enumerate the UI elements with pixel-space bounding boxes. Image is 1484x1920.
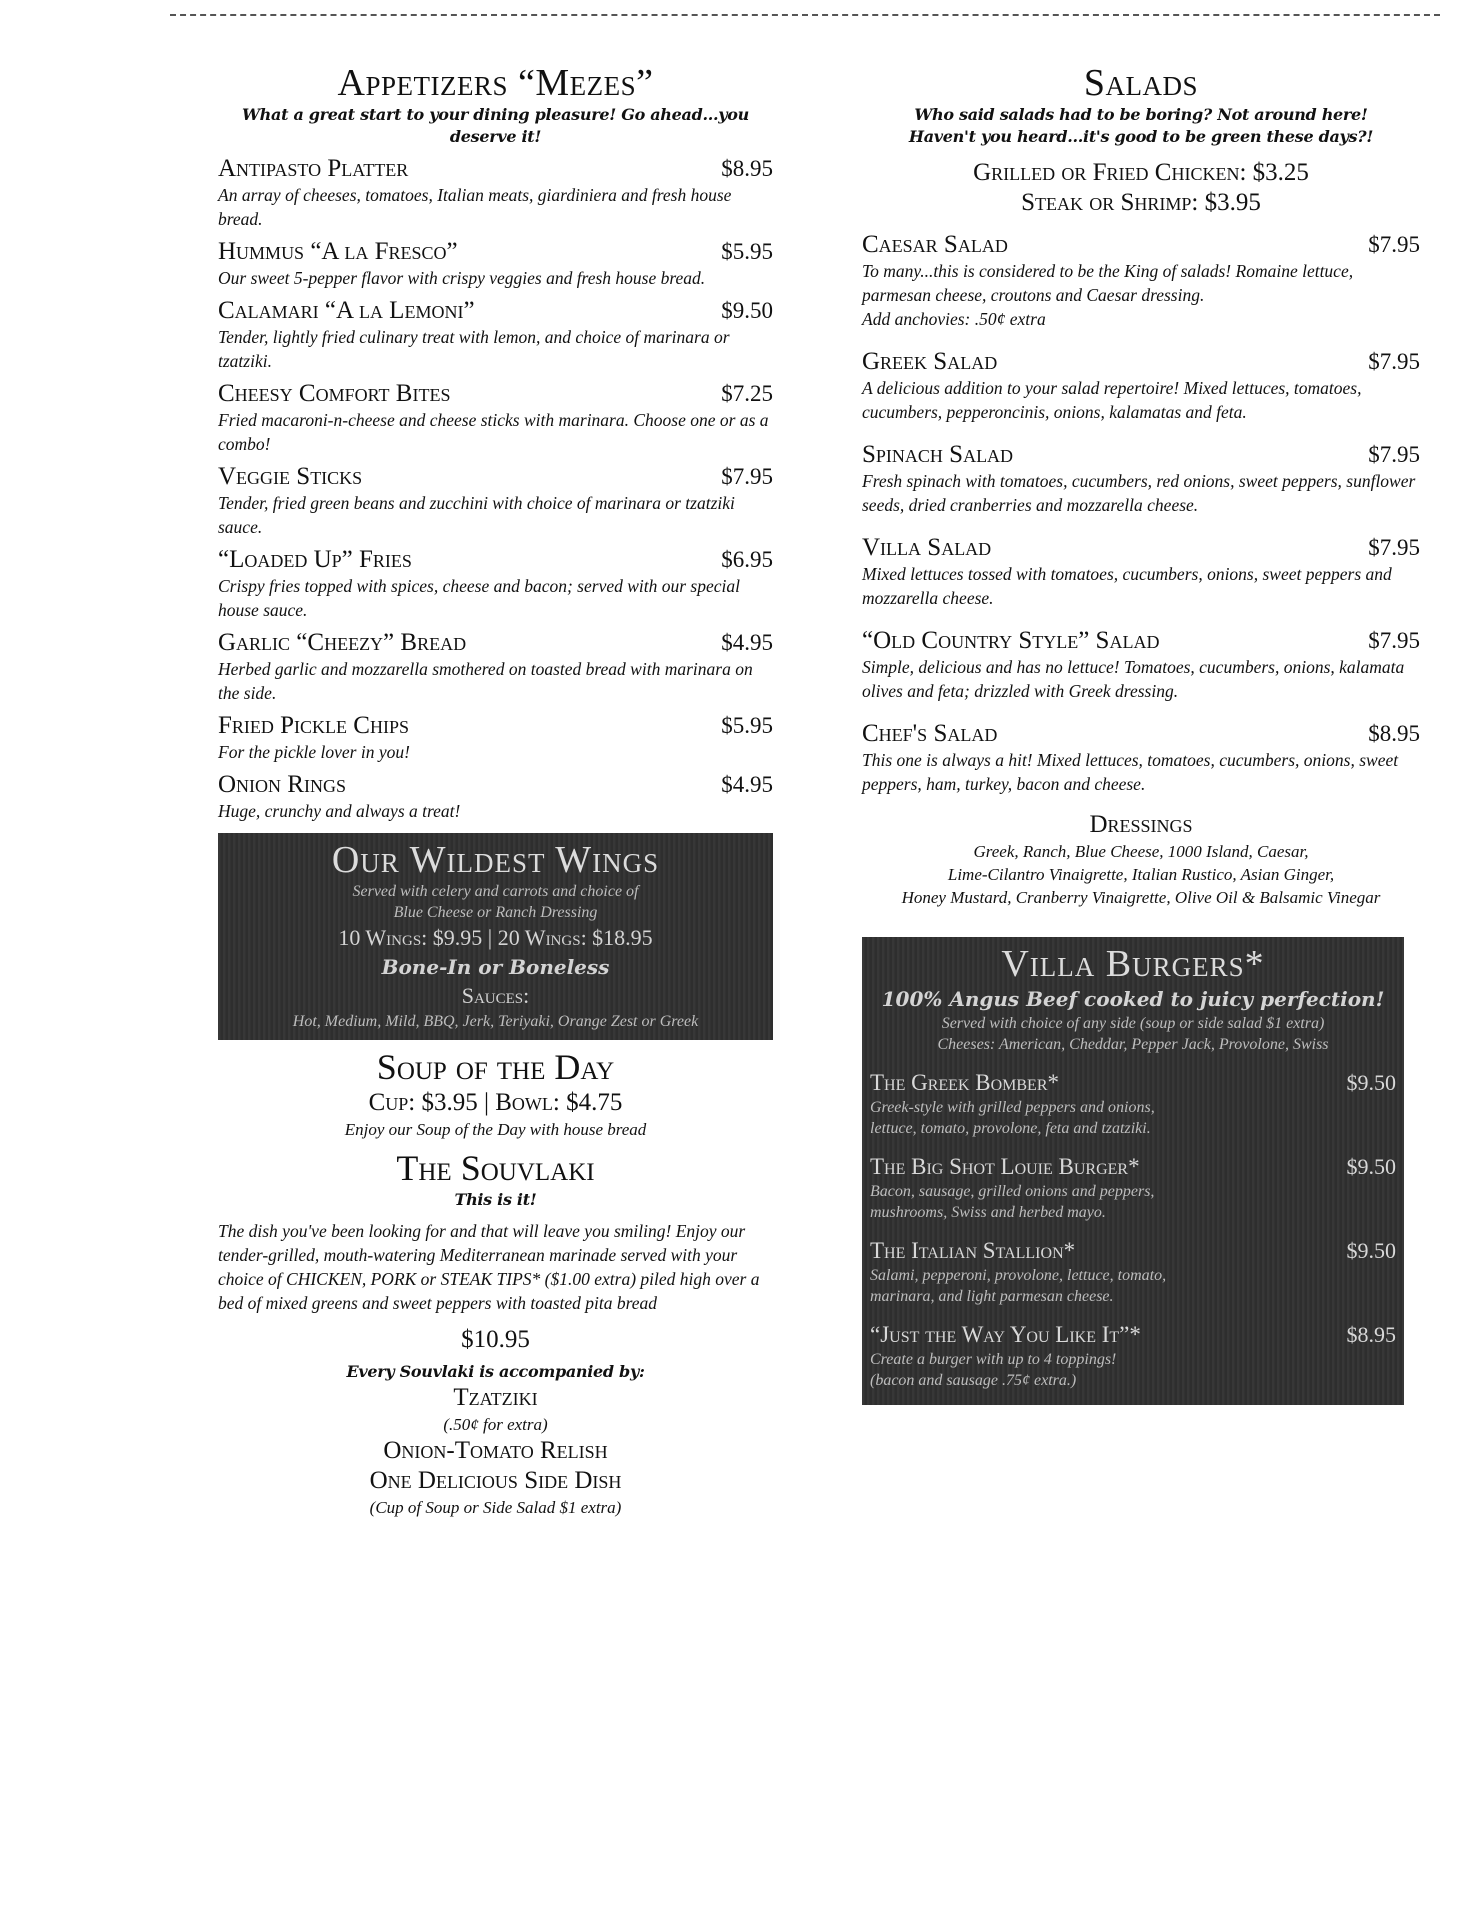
burger-item: [870, 1321, 1396, 1391]
burger-item: [870, 1153, 1396, 1223]
burger-desc-2: lettuce, tomato, provolone, feta and tzatziki.: [870, 1120, 1151, 1137]
item-price: $7.95: [1368, 628, 1420, 653]
item-price: $5.95: [721, 713, 773, 738]
salads-tagline-2: Haven't you heard...it's good to be green these days?!: [908, 127, 1374, 146]
item-price: $6.95: [721, 547, 773, 572]
dressings-line-2: Lime-Cilantro Vinaigrette, Italian Rustico, Asian Ginger,: [947, 865, 1335, 884]
menu-item: [862, 626, 1420, 703]
burger-desc-2: (bacon and sausage .75¢ extra.): [870, 1372, 1077, 1389]
burgers-title: Villa Burgers*: [1001, 943, 1265, 985]
item-price: $4.95: [721, 772, 773, 797]
soup-description: Enjoy our Soup of the Day with house bread: [344, 1120, 647, 1139]
item-description: Fresh spinach with tomatoes, cucumbers, red onions, sweet peppers, sunflower seeds, dried cranberries and mozzarella cheese.: [862, 471, 1416, 515]
menu-item: [218, 628, 773, 705]
item-description: Simple, delicious and has no lettuce! Tomatoes, cucumbers, onions, kalamata olives and feta; drizzled with Greek dressing.: [862, 657, 1405, 701]
item-name: Caesar Salad: [862, 231, 1008, 258]
item-name: Calamari “A la Lemoni”: [218, 297, 475, 324]
item-name: Spinach Salad: [862, 441, 1014, 468]
wings-box: [218, 833, 773, 1040]
salads-addon-steak: Steak or Shrimp: $3.95: [1021, 189, 1261, 216]
item-description: A delicious addition to your salad repertoire! Mixed lettuces, tomatoes, cucumbers, pepperoncinis, onions, kalamatas and feta.: [862, 378, 1362, 422]
item-name: Chef's Salad: [862, 720, 998, 747]
item-description: To many...this is considered to be the King of salads! Romaine lettuce, parmesan cheese, croutons and Caesar dressing.: [862, 261, 1354, 305]
wings-style: Bone-In or Boneless: [381, 955, 610, 979]
menu-item: [218, 154, 773, 231]
item-price: $7.95: [721, 464, 773, 489]
scan-top-line: [170, 14, 1440, 16]
burger-name: “Just the Way You Like It”*: [870, 1322, 1141, 1347]
burgers-sub2: Cheeses: American, Cheddar, Pepper Jack, Provolone, Swiss: [937, 1036, 1329, 1053]
souvlaki-section: [218, 1147, 773, 1519]
menu-item: [218, 237, 773, 290]
burger-price: $8.95: [1346, 1322, 1396, 1347]
item-description: Huge, crunchy and always a treat!: [218, 801, 461, 821]
menu-item: [218, 545, 773, 622]
souvlaki-accompanied: Every Souvlaki is accompanied by:: [346, 1362, 645, 1381]
item-price: $4.95: [721, 630, 773, 655]
left-column: [218, 62, 773, 1519]
burgers-sub1: Served with choice of any side (soup or side salad $1 extra): [941, 1015, 1325, 1032]
item-description: For the pickle lover in you!: [218, 742, 410, 762]
item-description: Our sweet 5-pepper flavor with crispy veggies and fresh house bread.: [218, 268, 706, 288]
item-price: $7.25: [721, 381, 773, 406]
salads-list: [862, 230, 1420, 796]
burger-desc-1: Create a burger with up to 4 toppings!: [870, 1351, 1117, 1368]
item-name: “Loaded Up” Fries: [218, 546, 412, 573]
burger-desc-1: Greek-style with grilled peppers and onions,: [870, 1099, 1155, 1116]
menu-item: [218, 379, 773, 456]
wings-sub1: Served with celery and carrots and choice of: [352, 883, 639, 900]
burger-desc-1: Bacon, sausage, grilled onions and peppers,: [870, 1183, 1155, 1200]
menu-item: [862, 533, 1420, 610]
menu-item: [218, 462, 773, 539]
burger-item: [870, 1237, 1396, 1307]
salads-title: Salads: [1083, 62, 1199, 104]
burger-price: $9.50: [1346, 1154, 1396, 1179]
salads-addon-chicken: Grilled or Fried Chicken: $3.25: [973, 159, 1309, 186]
item-name: Antipasto Platter: [218, 155, 409, 182]
item-price: $8.95: [1368, 721, 1420, 746]
burger-name: The Big Shot Louie Burger*: [870, 1154, 1140, 1179]
item-description: An array of cheeses, tomatoes, Italian meats, giardiniera and fresh house bread.: [218, 185, 732, 229]
item-description: Mixed lettuces tossed with tomatoes, cucumbers, onions, sweet peppers and mozzarella cheese.: [862, 564, 1392, 608]
item-description: Crispy fries topped with spices, cheese and bacon; served with our special house sauce.: [218, 576, 741, 620]
item-price: $8.95: [721, 156, 773, 181]
menu-item: [862, 347, 1420, 424]
item-price: $5.95: [721, 239, 773, 264]
salads-tagline-1: Who said salads had to be boring? Not around here!: [914, 105, 1368, 124]
souvlaki-acc-side-note: (Cup of Soup or Side Salad $1 extra): [369, 1498, 622, 1517]
souvlaki-acc-tzatziki-note: (.50¢ for extra): [443, 1415, 548, 1434]
souvlaki-acc-relish: Onion-Tomato Relish: [383, 1437, 608, 1464]
item-price: $9.50: [721, 298, 773, 323]
burger-desc-2: mushrooms, Swiss and herbed mayo.: [870, 1204, 1106, 1221]
menu-item: [862, 230, 1420, 331]
item-description: Tender, lightly fried culinary treat with lemon, and choice of marinara or tzatziki.: [218, 327, 730, 371]
item-name: Onion Rings: [218, 771, 346, 798]
appetizers-title: Appetizers “Mezes”: [337, 62, 654, 104]
burger-desc-1: Salami, pepperoni, provolone, lettuce, tomato,: [870, 1267, 1167, 1284]
burger-desc-2: marinara, and light parmesan cheese.: [870, 1288, 1114, 1305]
souvlaki-acc-side: One Delicious Side Dish: [369, 1467, 622, 1494]
item-price: $7.95: [1368, 349, 1420, 374]
menu-item: [218, 296, 773, 373]
item-name: Veggie Sticks: [218, 463, 363, 490]
burgers-box: [862, 937, 1404, 1405]
item-price: $7.95: [1368, 232, 1420, 257]
soup-prices: Cup: $3.95 | Bowl: $4.75: [368, 1089, 623, 1116]
item-extra: Add anchovies: .50¢ extra: [862, 309, 1046, 329]
burger-price: $9.50: [1346, 1070, 1396, 1095]
soup-title: Soup of the Day: [376, 1047, 615, 1087]
menu-item: [862, 719, 1420, 796]
souvlaki-description: The dish you've been looking for and that will leave you smiling! Enjoy our tender-grilled, mouth-watering Mediterranean marinade served with your choice of CHICKEN, PORK or STEAK TIPS* ($1.00 extra) piled high over a bed of mixed greens and sweet peppers with toasted pita bread: [218, 1221, 760, 1313]
wings-sauces-title: Sauces:: [461, 983, 530, 1008]
item-price: $7.95: [1368, 535, 1420, 560]
burgers-tagline: 100% Angus Beef cooked to juicy perfection!: [881, 987, 1385, 1011]
menu-item: [862, 440, 1420, 517]
item-name: “Old Country Style” Salad: [862, 627, 1160, 654]
souvlaki-price: $10.95: [461, 1326, 530, 1353]
item-name: Hummus “A la Fresco”: [218, 238, 458, 265]
right-column: [862, 62, 1420, 1405]
dressings-title: Dressings: [1089, 811, 1193, 838]
dressings-line-3: Honey Mustard, Cranberry Vinaigrette, Olive Oil & Balsamic Vinegar: [901, 888, 1381, 907]
appetizers-list: [218, 154, 773, 823]
burger-name: The Italian Stallion*: [870, 1238, 1076, 1263]
menu-item: [218, 770, 773, 823]
appetizers-tagline: What a great start to your dining pleasure! Go ahead...you deserve it!: [242, 105, 749, 146]
item-description: Tender, fried green beans and zucchini with choice of marinara or tzatziki sauce.: [218, 493, 735, 537]
item-name: Fried Pickle Chips: [218, 712, 409, 739]
dressings-line-1: Greek, Ranch, Blue Cheese, 1000 Island, Caesar,: [973, 842, 1309, 861]
wings-sauces: Hot, Medium, Mild, BBQ, Jerk, Teriyaki, Orange Zest or Greek: [292, 1013, 699, 1030]
souvlaki-tagline: This is it!: [454, 1190, 537, 1209]
wings-sub2: Blue Cheese or Ranch Dressing: [393, 904, 598, 921]
burger-price: $9.50: [1346, 1238, 1396, 1263]
item-name: Garlic “Cheezy” Bread: [218, 629, 467, 656]
item-description: Fried macaroni-n-cheese and cheese sticks with marinara. Choose one or as a combo!: [218, 410, 769, 454]
wings-prices: 10 Wings: $9.95 | 20 Wings: $18.95: [338, 925, 653, 950]
item-description: Herbed garlic and mozzarella smothered on toasted bread with marinara on the side.: [218, 659, 753, 703]
item-name: Cheesy Comfort Bites: [218, 380, 451, 407]
burger-name: The Greek Bomber*: [870, 1070, 1059, 1095]
item-description: This one is always a hit! Mixed lettuces, tomatoes, cucumbers, onions, sweet peppers, ham, turkey, bacon and cheese.: [862, 750, 1399, 794]
item-name: Villa Salad: [862, 534, 992, 561]
item-name: Greek Salad: [862, 348, 998, 375]
soup-section: [218, 1046, 773, 1141]
burger-item: [870, 1069, 1396, 1139]
souvlaki-title: The Souvlaki: [396, 1148, 595, 1188]
item-price: $7.95: [1368, 442, 1420, 467]
souvlaki-acc-tzatziki: Tzatziki: [453, 1384, 538, 1411]
menu-item: [218, 711, 773, 764]
dressings-section: [862, 810, 1420, 909]
wings-title: Our Wildest Wings: [331, 839, 660, 881]
